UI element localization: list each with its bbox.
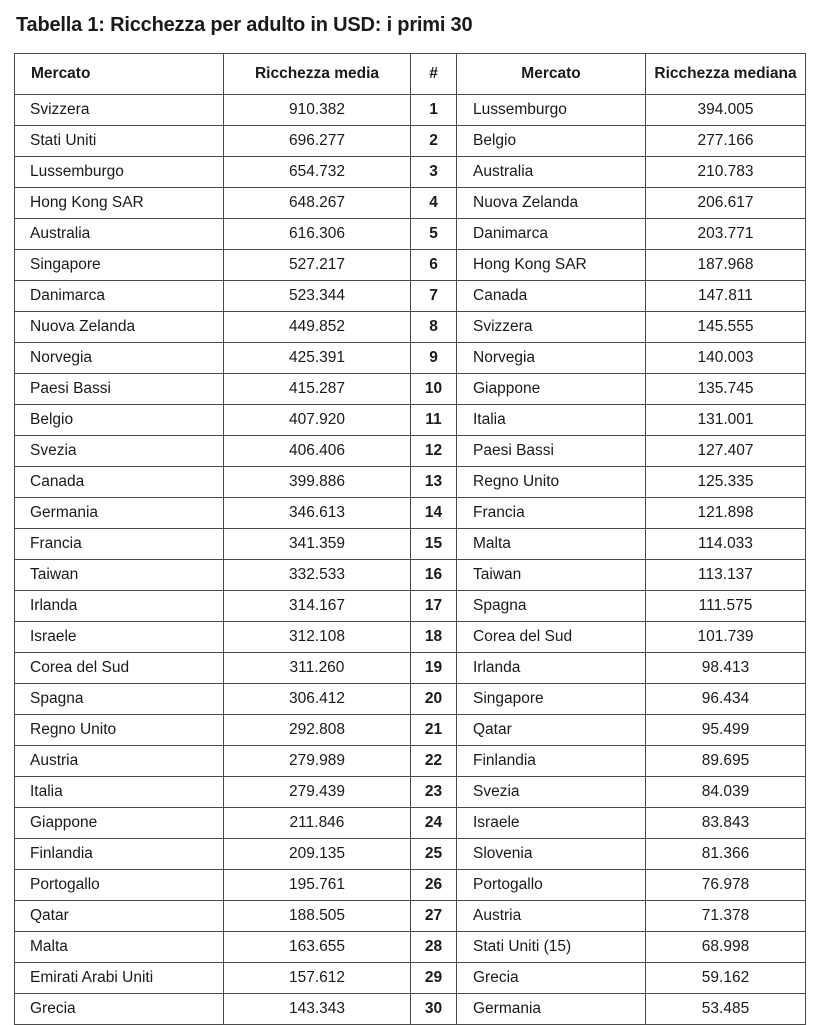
rank-cell: 8 <box>411 312 457 343</box>
rank-cell: 5 <box>411 219 457 250</box>
mean-wealth-cell: 616.306 <box>224 219 411 250</box>
mean-wealth-cell: 654.732 <box>224 157 411 188</box>
rank-cell: 23 <box>411 777 457 808</box>
rank-cell: 12 <box>411 436 457 467</box>
table-row <box>15 994 806 1025</box>
mean-wealth-cell: 449.852 <box>224 312 411 343</box>
header-mean-wealth: Ricchezza media <box>224 54 411 95</box>
mean-market-cell: Danimarca <box>15 281 224 312</box>
median-wealth-cell: 206.617 <box>646 188 806 219</box>
rank-cell: 1 <box>411 95 457 126</box>
table-row <box>15 870 806 901</box>
rank-cell: 25 <box>411 839 457 870</box>
median-market-cell: Germania <box>457 994 646 1025</box>
mean-market-cell: Lussemburgo <box>15 157 224 188</box>
rank-cell: 27 <box>411 901 457 932</box>
mean-wealth-cell: 527.217 <box>224 250 411 281</box>
mean-market-cell: Svezia <box>15 436 224 467</box>
median-wealth-cell: 71.378 <box>646 901 806 932</box>
table-row <box>15 219 806 250</box>
mean-market-cell: Spagna <box>15 684 224 715</box>
mean-market-cell: Germania <box>15 498 224 529</box>
median-wealth-cell: 111.575 <box>646 591 806 622</box>
mean-market-cell: Svizzera <box>15 95 224 126</box>
median-wealth-cell: 84.039 <box>646 777 806 808</box>
mean-market-cell: Regno Unito <box>15 715 224 746</box>
median-market-cell: Hong Kong SAR <box>457 250 646 281</box>
rank-cell: 24 <box>411 808 457 839</box>
median-market-cell: Svezia <box>457 777 646 808</box>
median-market-cell: Regno Unito <box>457 467 646 498</box>
mean-market-cell: Nuova Zelanda <box>15 312 224 343</box>
mean-market-cell: Malta <box>15 932 224 963</box>
mean-wealth-cell: 406.406 <box>224 436 411 467</box>
median-market-cell: Nuova Zelanda <box>457 188 646 219</box>
mean-wealth-cell: 209.135 <box>224 839 411 870</box>
median-wealth-cell: 113.137 <box>646 560 806 591</box>
rank-cell: 3 <box>411 157 457 188</box>
mean-wealth-cell: 696.277 <box>224 126 411 157</box>
median-wealth-cell: 210.783 <box>646 157 806 188</box>
rank-cell: 7 <box>411 281 457 312</box>
mean-wealth-cell: 407.920 <box>224 405 411 436</box>
mean-market-cell: Francia <box>15 529 224 560</box>
median-wealth-cell: 89.695 <box>646 746 806 777</box>
rank-cell: 30 <box>411 994 457 1025</box>
mean-wealth-cell: 312.108 <box>224 622 411 653</box>
table-row <box>15 932 806 963</box>
table-row <box>15 808 806 839</box>
mean-wealth-cell: 306.412 <box>224 684 411 715</box>
mean-market-cell: Singapore <box>15 250 224 281</box>
rank-cell: 28 <box>411 932 457 963</box>
median-market-cell: Giappone <box>457 374 646 405</box>
mean-wealth-cell: 648.267 <box>224 188 411 219</box>
median-market-cell: Israele <box>457 808 646 839</box>
median-market-cell: Australia <box>457 157 646 188</box>
table-row <box>15 157 806 188</box>
mean-market-cell: Stati Uniti <box>15 126 224 157</box>
rank-cell: 18 <box>411 622 457 653</box>
mean-wealth-cell: 279.989 <box>224 746 411 777</box>
median-market-cell: Francia <box>457 498 646 529</box>
median-wealth-cell: 121.898 <box>646 498 806 529</box>
mean-wealth-cell: 163.655 <box>224 932 411 963</box>
median-wealth-cell: 140.003 <box>646 343 806 374</box>
median-wealth-cell: 135.745 <box>646 374 806 405</box>
median-wealth-cell: 59.162 <box>646 963 806 994</box>
median-market-cell: Finlandia <box>457 746 646 777</box>
mean-wealth-cell: 292.808 <box>224 715 411 746</box>
rank-cell: 9 <box>411 343 457 374</box>
median-wealth-cell: 53.485 <box>646 994 806 1025</box>
header-rank: # <box>411 54 457 95</box>
wealth-table <box>14 53 806 1025</box>
median-wealth-cell: 83.843 <box>646 808 806 839</box>
mean-market-cell: Emirati Arabi Uniti <box>15 963 224 994</box>
table-row <box>15 374 806 405</box>
median-market-cell: Italia <box>457 405 646 436</box>
mean-market-cell: Italia <box>15 777 224 808</box>
mean-market-cell: Australia <box>15 219 224 250</box>
median-market-cell: Grecia <box>457 963 646 994</box>
median-market-cell: Spagna <box>457 591 646 622</box>
table-row <box>15 777 806 808</box>
median-market-cell: Irlanda <box>457 653 646 684</box>
header-market-mean: Mercato <box>15 54 224 95</box>
table-row <box>15 126 806 157</box>
table-row <box>15 188 806 219</box>
median-wealth-cell: 147.811 <box>646 281 806 312</box>
mean-wealth-cell: 415.287 <box>224 374 411 405</box>
median-market-cell: Canada <box>457 281 646 312</box>
mean-market-cell: Irlanda <box>15 591 224 622</box>
median-wealth-cell: 98.413 <box>646 653 806 684</box>
median-market-cell: Malta <box>457 529 646 560</box>
rank-cell: 13 <box>411 467 457 498</box>
median-wealth-cell: 68.998 <box>646 932 806 963</box>
mean-wealth-cell: 211.846 <box>224 808 411 839</box>
header-median-wealth: Ricchezza mediana <box>646 54 806 95</box>
mean-market-cell: Belgio <box>15 405 224 436</box>
table-row <box>15 684 806 715</box>
table-row <box>15 95 806 126</box>
mean-market-cell: Corea del Sud <box>15 653 224 684</box>
table-row <box>15 591 806 622</box>
median-market-cell: Austria <box>457 901 646 932</box>
median-wealth-cell: 81.366 <box>646 839 806 870</box>
mean-wealth-cell: 341.359 <box>224 529 411 560</box>
median-market-cell: Qatar <box>457 715 646 746</box>
rank-cell: 14 <box>411 498 457 529</box>
table-row <box>15 436 806 467</box>
rank-cell: 19 <box>411 653 457 684</box>
table-row <box>15 746 806 777</box>
median-market-cell: Svizzera <box>457 312 646 343</box>
rank-cell: 2 <box>411 126 457 157</box>
median-market-cell: Corea del Sud <box>457 622 646 653</box>
table-row <box>15 901 806 932</box>
table-body <box>15 95 806 1025</box>
median-market-cell: Lussemburgo <box>457 95 646 126</box>
rank-cell: 21 <box>411 715 457 746</box>
table-row <box>15 405 806 436</box>
mean-wealth-cell: 399.886 <box>224 467 411 498</box>
mean-wealth-cell: 188.505 <box>224 901 411 932</box>
median-wealth-cell: 131.001 <box>646 405 806 436</box>
rank-cell: 29 <box>411 963 457 994</box>
table-title: Tabella 1: Ricchezza per adulto in USD: i primi 30 <box>16 14 473 36</box>
median-market-cell: Stati Uniti (15) <box>457 932 646 963</box>
median-market-cell: Norvegia <box>457 343 646 374</box>
median-market-cell: Slovenia <box>457 839 646 870</box>
rank-cell: 10 <box>411 374 457 405</box>
mean-market-cell: Austria <box>15 746 224 777</box>
mean-wealth-cell: 314.167 <box>224 591 411 622</box>
median-wealth-cell: 394.005 <box>646 95 806 126</box>
mean-market-cell: Canada <box>15 467 224 498</box>
median-market-cell: Danimarca <box>457 219 646 250</box>
mean-wealth-cell: 279.439 <box>224 777 411 808</box>
table-row <box>15 839 806 870</box>
rank-cell: 22 <box>411 746 457 777</box>
header-row <box>15 54 806 95</box>
mean-market-cell: Paesi Bassi <box>15 374 224 405</box>
median-wealth-cell: 114.033 <box>646 529 806 560</box>
median-wealth-cell: 145.555 <box>646 312 806 343</box>
rank-cell: 26 <box>411 870 457 901</box>
median-wealth-cell: 101.739 <box>646 622 806 653</box>
mean-wealth-cell: 311.260 <box>224 653 411 684</box>
median-market-cell: Taiwan <box>457 560 646 591</box>
mean-market-cell: Hong Kong SAR <box>15 188 224 219</box>
table-row <box>15 343 806 374</box>
mean-market-cell: Taiwan <box>15 560 224 591</box>
rank-cell: 11 <box>411 405 457 436</box>
table-header <box>15 54 806 95</box>
mean-market-cell: Qatar <box>15 901 224 932</box>
table-row <box>15 281 806 312</box>
table-row <box>15 529 806 560</box>
median-wealth-cell: 125.335 <box>646 467 806 498</box>
mean-wealth-cell: 523.344 <box>224 281 411 312</box>
mean-wealth-cell: 425.391 <box>224 343 411 374</box>
median-wealth-cell: 127.407 <box>646 436 806 467</box>
rank-cell: 20 <box>411 684 457 715</box>
median-wealth-cell: 187.968 <box>646 250 806 281</box>
mean-market-cell: Grecia <box>15 994 224 1025</box>
table-row <box>15 467 806 498</box>
table-row <box>15 250 806 281</box>
median-wealth-cell: 277.166 <box>646 126 806 157</box>
median-wealth-cell: 76.978 <box>646 870 806 901</box>
rank-cell: 16 <box>411 560 457 591</box>
mean-wealth-cell: 910.382 <box>224 95 411 126</box>
header-market-median: Mercato <box>457 54 646 95</box>
median-wealth-cell: 203.771 <box>646 219 806 250</box>
table-row <box>15 560 806 591</box>
table-row <box>15 498 806 529</box>
mean-market-cell: Giappone <box>15 808 224 839</box>
table-row <box>15 963 806 994</box>
mean-wealth-cell: 332.533 <box>224 560 411 591</box>
mean-market-cell: Finlandia <box>15 839 224 870</box>
table-row <box>15 622 806 653</box>
median-wealth-cell: 96.434 <box>646 684 806 715</box>
mean-market-cell: Israele <box>15 622 224 653</box>
median-market-cell: Paesi Bassi <box>457 436 646 467</box>
median-market-cell: Belgio <box>457 126 646 157</box>
rank-cell: 15 <box>411 529 457 560</box>
table-row <box>15 715 806 746</box>
median-market-cell: Singapore <box>457 684 646 715</box>
median-wealth-cell: 95.499 <box>646 715 806 746</box>
mean-market-cell: Norvegia <box>15 343 224 374</box>
rank-cell: 4 <box>411 188 457 219</box>
rank-cell: 6 <box>411 250 457 281</box>
median-market-cell: Portogallo <box>457 870 646 901</box>
mean-market-cell: Portogallo <box>15 870 224 901</box>
mean-wealth-cell: 143.343 <box>224 994 411 1025</box>
mean-wealth-cell: 157.612 <box>224 963 411 994</box>
table-row <box>15 653 806 684</box>
rank-cell: 17 <box>411 591 457 622</box>
mean-wealth-cell: 346.613 <box>224 498 411 529</box>
mean-wealth-cell: 195.761 <box>224 870 411 901</box>
table-row <box>15 312 806 343</box>
